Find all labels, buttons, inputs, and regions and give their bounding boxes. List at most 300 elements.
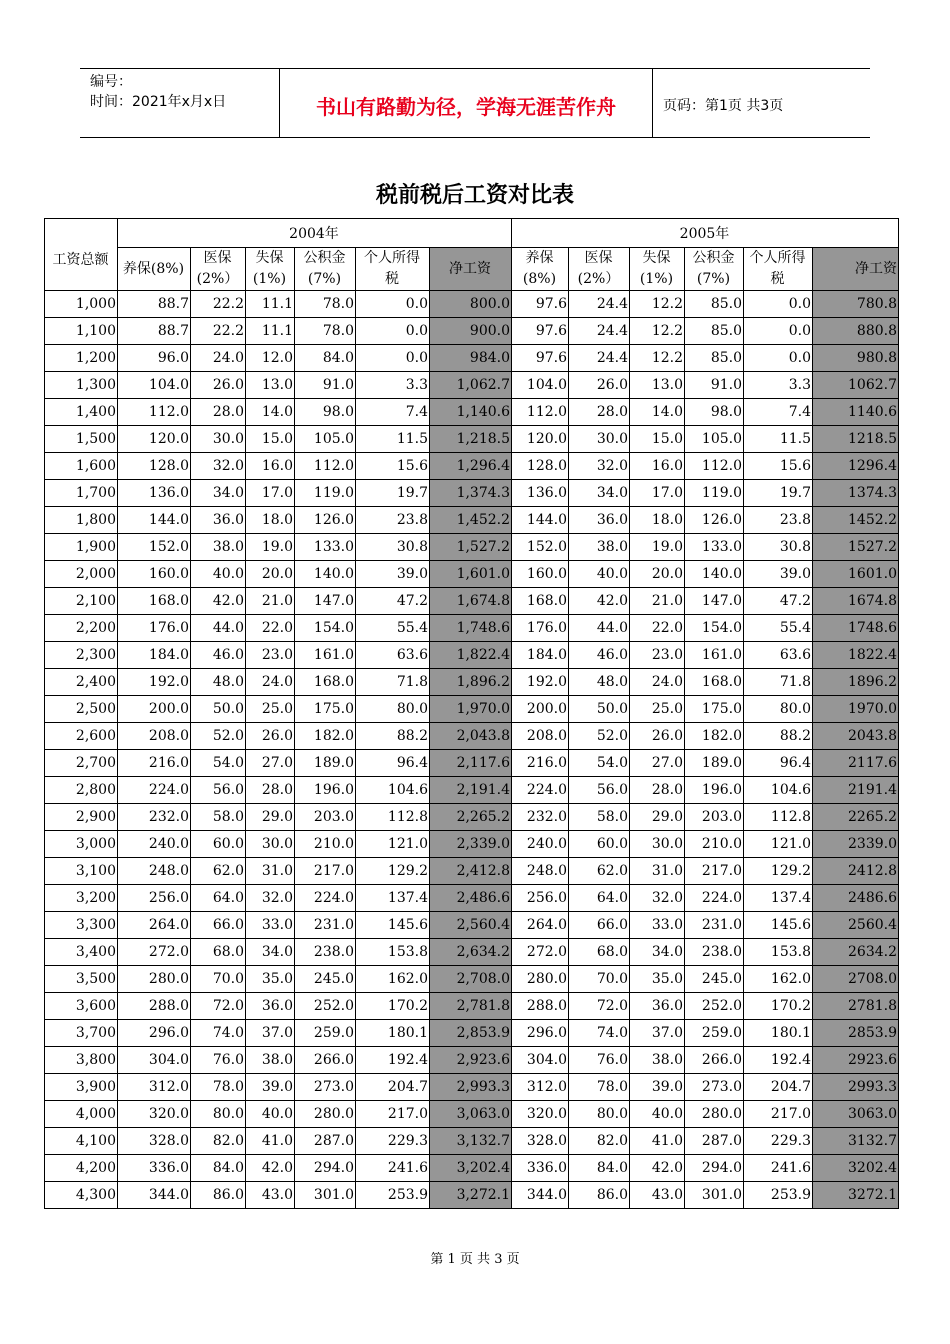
- table-row: [45, 885, 899, 912]
- table-cell: 2412.8: [813, 858, 899, 885]
- table-cell: 23.0: [630, 642, 685, 669]
- table-cell: 28.0: [191, 399, 246, 426]
- table-cell: 152.0: [512, 534, 569, 561]
- table-cell: 210.0: [685, 831, 744, 858]
- col-header-2004-3: [295, 248, 356, 291]
- table-cell: 273.0: [685, 1074, 744, 1101]
- table-cell: 38.0: [630, 1047, 685, 1074]
- table-cell: 55.4: [744, 615, 813, 642]
- table-cell: 252.0: [685, 993, 744, 1020]
- table-cell: 133.0: [295, 534, 356, 561]
- header-motto: 书山有路勤为径，学海无涯苦作舟: [280, 69, 653, 137]
- table-row: [45, 561, 899, 588]
- table-cell: 18.0: [246, 507, 295, 534]
- table-cell: 105.0: [685, 426, 744, 453]
- table-cell: 224.0: [512, 777, 569, 804]
- table-cell: 3,400: [45, 939, 118, 966]
- table-cell: 40.0: [569, 561, 630, 588]
- table-cell: 78.0: [295, 291, 356, 318]
- table-cell: 12.2: [630, 318, 685, 345]
- table-cell: 17.0: [246, 480, 295, 507]
- table-cell: 2,923.6: [430, 1047, 512, 1074]
- table-cell: 253.9: [744, 1182, 813, 1209]
- table-row: [45, 831, 899, 858]
- table-cell: 145.6: [744, 912, 813, 939]
- table-cell: 15.0: [246, 426, 295, 453]
- table-cell: 1822.4: [813, 642, 899, 669]
- table-cell: 1,601.0: [430, 561, 512, 588]
- table-row: [45, 804, 899, 831]
- table-cell: 2,339.0: [430, 831, 512, 858]
- table-cell: 82.0: [191, 1128, 246, 1155]
- table-cell: 2,300: [45, 642, 118, 669]
- table-cell: 46.0: [569, 642, 630, 669]
- col-header-line2: (2%）: [196, 271, 239, 287]
- table-cell: 2853.9: [813, 1020, 899, 1047]
- table-cell: 24.4: [569, 318, 630, 345]
- table-row: [45, 399, 899, 426]
- table-cell: 19.7: [744, 480, 813, 507]
- table-cell: 98.0: [685, 399, 744, 426]
- table-cell: 161.0: [685, 642, 744, 669]
- table-cell: 78.0: [569, 1074, 630, 1101]
- table-cell: 1296.4: [813, 453, 899, 480]
- table-cell: 294.0: [295, 1155, 356, 1182]
- table-cell: 38.0: [569, 534, 630, 561]
- table-cell: 27.0: [630, 750, 685, 777]
- table-cell: 80.0: [569, 1101, 630, 1128]
- table-cell: 3,000: [45, 831, 118, 858]
- table-cell: 3,100: [45, 858, 118, 885]
- table-cell: 175.0: [685, 696, 744, 723]
- table-cell: 180.1: [744, 1020, 813, 1047]
- table-cell: 168.0: [295, 669, 356, 696]
- table-row: [45, 291, 899, 318]
- table-cell: 70.0: [191, 966, 246, 993]
- table-cell: 30.0: [630, 831, 685, 858]
- table-cell: 1,748.6: [430, 615, 512, 642]
- table-cell: 133.0: [685, 534, 744, 561]
- table-cell: 121.0: [744, 831, 813, 858]
- table-cell: 58.0: [569, 804, 630, 831]
- col-header-2004-0: [118, 248, 191, 291]
- table-cell: 119.0: [685, 480, 744, 507]
- table-cell: 66.0: [569, 912, 630, 939]
- table-cell: 210.0: [295, 831, 356, 858]
- table-cell: 46.0: [191, 642, 246, 669]
- table-cell: 48.0: [569, 669, 630, 696]
- table-cell: 41.0: [630, 1128, 685, 1155]
- table-cell: 147.0: [685, 588, 744, 615]
- table-cell: 23.8: [744, 507, 813, 534]
- table-cell: 1,896.2: [430, 669, 512, 696]
- table-cell: 21.0: [630, 588, 685, 615]
- table-cell: 60.0: [569, 831, 630, 858]
- table-cell: 253.9: [356, 1182, 430, 1209]
- table-cell: 0.0: [744, 291, 813, 318]
- table-cell: 33.0: [630, 912, 685, 939]
- table-cell: 3063.0: [813, 1101, 899, 1128]
- table-cell: 3,800: [45, 1047, 118, 1074]
- table-cell: 88.2: [744, 723, 813, 750]
- table-cell: 104.0: [512, 372, 569, 399]
- salary-table: [44, 218, 899, 1209]
- table-cell: 1,970.0: [430, 696, 512, 723]
- col-header-2004-2: [246, 248, 295, 291]
- table-cell: 229.3: [744, 1128, 813, 1155]
- table-cell: 35.0: [246, 966, 295, 993]
- table-row: [45, 615, 899, 642]
- table-cell: 85.0: [685, 291, 744, 318]
- col-header-line2: (1%): [252, 271, 287, 287]
- table-cell: 136.0: [512, 480, 569, 507]
- table-cell: 2043.8: [813, 723, 899, 750]
- table-cell: 224.0: [295, 885, 356, 912]
- table-cell: 196.0: [295, 777, 356, 804]
- col-header-line1: 净工资: [449, 260, 491, 277]
- table-row: [45, 1155, 899, 1182]
- table-cell: 180.1: [356, 1020, 430, 1047]
- table-cell: 2,800: [45, 777, 118, 804]
- table-cell: 140.0: [295, 561, 356, 588]
- table-cell: 3,063.0: [430, 1101, 512, 1128]
- table-cell: 2560.4: [813, 912, 899, 939]
- col-header-line2: (7%): [307, 271, 342, 287]
- table-cell: 3,600: [45, 993, 118, 1020]
- table-cell: 0.0: [356, 345, 430, 372]
- table-cell: 42.0: [246, 1155, 295, 1182]
- table-cell: 2,600: [45, 723, 118, 750]
- table-cell: 86.0: [569, 1182, 630, 1209]
- table-cell: 62.0: [191, 858, 246, 885]
- table-cell: 154.0: [295, 615, 356, 642]
- table-cell: 192.0: [118, 669, 191, 696]
- table-cell: 301.0: [295, 1182, 356, 1209]
- table-cell: 320.0: [512, 1101, 569, 1128]
- col-header-line1: 公积金: [303, 250, 346, 266]
- table-cell: 88.7: [118, 291, 191, 318]
- table-cell: 231.0: [295, 912, 356, 939]
- table-cell: 84.0: [295, 345, 356, 372]
- table-cell: 129.2: [356, 858, 430, 885]
- table-cell: 112.8: [356, 804, 430, 831]
- table-cell: 140.0: [685, 561, 744, 588]
- table-cell: 288.0: [512, 993, 569, 1020]
- table-cell: 2708.0: [813, 966, 899, 993]
- table-cell: 42.0: [191, 588, 246, 615]
- table-row: [45, 588, 899, 615]
- table-cell: 31.0: [246, 858, 295, 885]
- table-cell: 98.0: [295, 399, 356, 426]
- table-cell: 1527.2: [813, 534, 899, 561]
- table-cell: 86.0: [191, 1182, 246, 1209]
- table-cell: 82.0: [569, 1128, 630, 1155]
- table-cell: 3,300: [45, 912, 118, 939]
- table-cell: 96.4: [356, 750, 430, 777]
- table-cell: 121.0: [356, 831, 430, 858]
- table-cell: 238.0: [685, 939, 744, 966]
- table-cell: 216.0: [512, 750, 569, 777]
- col-header-2005-1: [569, 248, 630, 291]
- table-cell: 29.0: [246, 804, 295, 831]
- table-cell: 62.0: [569, 858, 630, 885]
- table-cell: 85.0: [685, 345, 744, 372]
- table-cell: 217.0: [295, 858, 356, 885]
- table-cell: 240.0: [118, 831, 191, 858]
- table-cell: 25.0: [630, 696, 685, 723]
- table-cell: 296.0: [512, 1020, 569, 1047]
- table-cell: 3,200: [45, 885, 118, 912]
- table-cell: 1062.7: [813, 372, 899, 399]
- table-cell: 1218.5: [813, 426, 899, 453]
- table-cell: 44.0: [191, 615, 246, 642]
- table-cell: 128.0: [118, 453, 191, 480]
- table-cell: 104.0: [118, 372, 191, 399]
- table-cell: 2,853.9: [430, 1020, 512, 1047]
- table-cell: 176.0: [512, 615, 569, 642]
- table-cell: 1374.3: [813, 480, 899, 507]
- table-cell: 153.8: [356, 939, 430, 966]
- table-cell: 2117.6: [813, 750, 899, 777]
- table-cell: 256.0: [118, 885, 191, 912]
- table-cell: 1601.0: [813, 561, 899, 588]
- table-cell: 25.0: [246, 696, 295, 723]
- table-cell: 259.0: [685, 1020, 744, 1047]
- table-cell: 168.0: [118, 588, 191, 615]
- table-cell: 12.2: [630, 345, 685, 372]
- table-cell: 2634.2: [813, 939, 899, 966]
- table-cell: 2923.6: [813, 1047, 899, 1074]
- table-cell: 280.0: [685, 1101, 744, 1128]
- table-cell: 33.0: [246, 912, 295, 939]
- table-cell: 1,300: [45, 372, 118, 399]
- table-cell: 147.0: [295, 588, 356, 615]
- table-cell: 208.0: [118, 723, 191, 750]
- table-cell: 97.6: [512, 345, 569, 372]
- table-row: [45, 480, 899, 507]
- table-cell: 266.0: [685, 1047, 744, 1074]
- table-row: [45, 318, 899, 345]
- table-cell: 161.0: [295, 642, 356, 669]
- header-time-label: 时间：2021年x月x日: [90, 94, 227, 110]
- table-cell: 63.6: [744, 642, 813, 669]
- table-cell: 24.0: [191, 345, 246, 372]
- table-cell: 1,800: [45, 507, 118, 534]
- col-header-line1: 养保(8%): [122, 260, 185, 277]
- table-cell: 1,062.7: [430, 372, 512, 399]
- col-header-line1: 医保: [203, 250, 232, 266]
- table-cell: 24.4: [569, 345, 630, 372]
- table-cell: 3,272.1: [430, 1182, 512, 1209]
- table-cell: 72.0: [191, 993, 246, 1020]
- table-cell: 3.3: [356, 372, 430, 399]
- table-cell: 84.0: [191, 1155, 246, 1182]
- table-cell: 52.0: [191, 723, 246, 750]
- table-cell: 39.0: [744, 561, 813, 588]
- col-header-line2: 税: [770, 271, 785, 287]
- table-cell: 2,500: [45, 696, 118, 723]
- table-cell: 39.0: [356, 561, 430, 588]
- table-cell: 22.2: [191, 291, 246, 318]
- table-cell: 104.6: [356, 777, 430, 804]
- col-header-2004-1: [191, 248, 246, 291]
- table-cell: 39.0: [630, 1074, 685, 1101]
- table-cell: 2339.0: [813, 831, 899, 858]
- table-cell: 43.0: [630, 1182, 685, 1209]
- table-cell: 23.8: [356, 507, 430, 534]
- table-cell: 1,200: [45, 345, 118, 372]
- table-cell: 58.0: [191, 804, 246, 831]
- table-cell: 170.2: [744, 993, 813, 1020]
- table-cell: 154.0: [685, 615, 744, 642]
- table-cell: 40.0: [191, 561, 246, 588]
- table-cell: 40.0: [246, 1101, 295, 1128]
- table-cell: 184.0: [118, 642, 191, 669]
- table-cell: 240.0: [512, 831, 569, 858]
- table-cell: 11.5: [356, 426, 430, 453]
- table-cell: 47.2: [744, 588, 813, 615]
- table-cell: 3,202.4: [430, 1155, 512, 1182]
- table-row: [45, 345, 899, 372]
- table-cell: 80.0: [191, 1101, 246, 1128]
- table-cell: 34.0: [191, 480, 246, 507]
- table-cell: 192.4: [744, 1047, 813, 1074]
- table-cell: 2,265.2: [430, 804, 512, 831]
- table-cell: 78.0: [295, 318, 356, 345]
- table-cell: 30.0: [569, 426, 630, 453]
- table-cell: 47.2: [356, 588, 430, 615]
- table-cell: 26.0: [630, 723, 685, 750]
- table-cell: 84.0: [569, 1155, 630, 1182]
- col-header-line2: (2%）: [577, 271, 620, 287]
- table-cell: 20.0: [246, 561, 295, 588]
- table-cell: 64.0: [569, 885, 630, 912]
- col-header-2005-2: [630, 248, 685, 291]
- table-cell: 60.0: [191, 831, 246, 858]
- table-cell: 200.0: [118, 696, 191, 723]
- page-footer: 第 1 页 共 3 页: [430, 1252, 520, 1267]
- table-cell: 344.0: [118, 1182, 191, 1209]
- table-cell: 71.8: [744, 669, 813, 696]
- table-cell: 2993.3: [813, 1074, 899, 1101]
- table-cell: 153.8: [744, 939, 813, 966]
- header-page-info: 页码：第1页 共3页: [663, 98, 784, 114]
- table-cell: 1,452.2: [430, 507, 512, 534]
- table-cell: 1,822.4: [430, 642, 512, 669]
- table-cell: 203.0: [685, 804, 744, 831]
- table-cell: 88.2: [356, 723, 430, 750]
- table-cell: 74.0: [569, 1020, 630, 1047]
- col-header-line1: 个人所得: [749, 250, 806, 266]
- table-cell: 2265.2: [813, 804, 899, 831]
- table-cell: 2,000: [45, 561, 118, 588]
- table-cell: 72.0: [569, 993, 630, 1020]
- table-cell: 15.6: [744, 453, 813, 480]
- table-cell: 328.0: [118, 1128, 191, 1155]
- table-cell: 1,700: [45, 480, 118, 507]
- table-cell: 229.3: [356, 1128, 430, 1155]
- table-row: [45, 1074, 899, 1101]
- table-cell: 780.8: [813, 291, 899, 318]
- table-cell: 112.0: [685, 453, 744, 480]
- table-cell: 248.0: [512, 858, 569, 885]
- table-cell: 259.0: [295, 1020, 356, 1047]
- table-cell: 1896.2: [813, 669, 899, 696]
- table-cell: 245.0: [685, 966, 744, 993]
- table-row: [45, 1020, 899, 1047]
- table-cell: 12.0: [246, 345, 295, 372]
- table-cell: 28.0: [246, 777, 295, 804]
- table-cell: 287.0: [685, 1128, 744, 1155]
- table-cell: 74.0: [191, 1020, 246, 1047]
- table-cell: 29.0: [630, 804, 685, 831]
- table-cell: 238.0: [295, 939, 356, 966]
- table-cell: 168.0: [685, 669, 744, 696]
- table-row: [45, 1182, 899, 1209]
- col-header-2005-0: [512, 248, 569, 291]
- col-header-line2: (8%): [522, 271, 557, 287]
- table-cell: 280.0: [512, 966, 569, 993]
- table-cell: 88.7: [118, 318, 191, 345]
- table-cell: 2,043.8: [430, 723, 512, 750]
- table-cell: 1748.6: [813, 615, 899, 642]
- table-cell: 184.0: [512, 642, 569, 669]
- table-cell: 1452.2: [813, 507, 899, 534]
- table-cell: 162.0: [356, 966, 430, 993]
- table-cell: 112.0: [512, 399, 569, 426]
- table-cell: 28.0: [569, 399, 630, 426]
- column-header-row: [45, 248, 899, 291]
- table-cell: 137.4: [744, 885, 813, 912]
- table-row: [45, 993, 899, 1020]
- table-row: [45, 642, 899, 669]
- table-cell: 182.0: [295, 723, 356, 750]
- table-cell: 144.0: [512, 507, 569, 534]
- table-cell: 24.4: [569, 291, 630, 318]
- table-cell: 168.0: [512, 588, 569, 615]
- table-cell: 0.0: [744, 318, 813, 345]
- table-cell: 2486.6: [813, 885, 899, 912]
- header-meta: [80, 69, 280, 137]
- table-row: [45, 453, 899, 480]
- table-cell: 1970.0: [813, 696, 899, 723]
- col-header-line1: 失保: [255, 250, 284, 266]
- table-cell: 54.0: [191, 750, 246, 777]
- table-cell: 1,000: [45, 291, 118, 318]
- table-cell: 264.0: [118, 912, 191, 939]
- table-cell: 68.0: [569, 939, 630, 966]
- table-cell: 70.0: [569, 966, 630, 993]
- table-row: [45, 534, 899, 561]
- table-cell: 56.0: [191, 777, 246, 804]
- col-header-line2: (1%): [639, 271, 674, 287]
- table-cell: 112.0: [118, 399, 191, 426]
- table-cell: 272.0: [512, 939, 569, 966]
- table-cell: 216.0: [118, 750, 191, 777]
- table-cell: 287.0: [295, 1128, 356, 1155]
- table-cell: 800.0: [430, 291, 512, 318]
- table-cell: 32.0: [246, 885, 295, 912]
- table-cell: 2,560.4: [430, 912, 512, 939]
- table-cell: 97.6: [512, 318, 569, 345]
- table-cell: 224.0: [118, 777, 191, 804]
- col-header-total: 工资总额: [45, 219, 118, 291]
- col-header-line1: 医保: [584, 250, 613, 266]
- table-cell: 170.2: [356, 993, 430, 1020]
- table-cell: 16.0: [246, 453, 295, 480]
- table-cell: 18.0: [630, 507, 685, 534]
- table-cell: 2,191.4: [430, 777, 512, 804]
